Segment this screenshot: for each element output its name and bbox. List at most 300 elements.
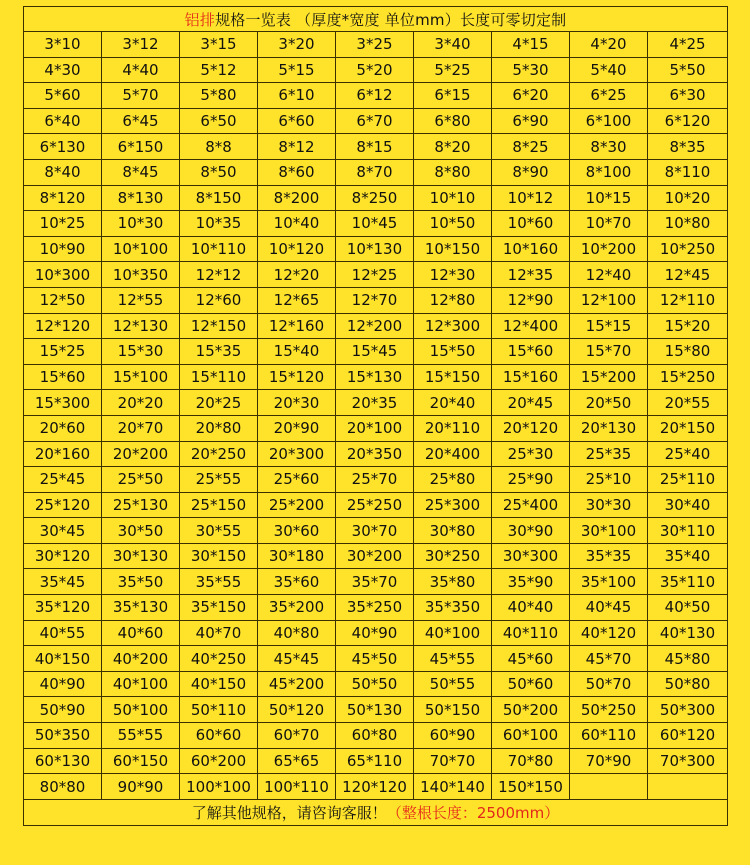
table-row bbox=[24, 83, 728, 109]
spec-cell: 45*55 bbox=[414, 646, 492, 672]
spec-cell: 20*45 bbox=[492, 390, 570, 416]
spec-cell: 6*70 bbox=[336, 108, 414, 134]
spec-cell: 50*350 bbox=[24, 723, 102, 749]
spec-cell: 10*120 bbox=[258, 236, 336, 262]
table-row bbox=[24, 543, 728, 569]
spec-cell: 30*180 bbox=[258, 543, 336, 569]
spec-cell: 12*100 bbox=[570, 287, 648, 313]
spec-cell: 3*40 bbox=[414, 32, 492, 58]
spec-cell: 65*110 bbox=[336, 748, 414, 774]
spec-cell: 100*110 bbox=[258, 774, 336, 800]
table-row bbox=[24, 518, 728, 544]
spec-cell: 20*50 bbox=[570, 390, 648, 416]
spec-cell: 8*250 bbox=[336, 185, 414, 211]
spec-cell: 25*10 bbox=[570, 467, 648, 493]
table-row bbox=[24, 159, 728, 185]
spec-cell: 25*120 bbox=[24, 492, 102, 518]
spec-cell: 12*90 bbox=[492, 287, 570, 313]
spec-cell: 5*70 bbox=[102, 83, 180, 109]
table-row bbox=[24, 313, 728, 339]
spec-cell: 25*110 bbox=[648, 467, 728, 493]
spec-cell: 10*25 bbox=[24, 211, 102, 237]
spec-cell: 8*40 bbox=[24, 159, 102, 185]
spec-cell: 5*15 bbox=[258, 57, 336, 83]
footer-note: （整根长度：2500mm） bbox=[386, 803, 560, 822]
spec-cell: 70*70 bbox=[414, 748, 492, 774]
spec-cell: 15*70 bbox=[570, 339, 648, 365]
spec-cell: 8*70 bbox=[336, 159, 414, 185]
spec-cell: 20*250 bbox=[180, 441, 258, 467]
table-row bbox=[24, 211, 728, 237]
spec-cell: 5*12 bbox=[180, 57, 258, 83]
spec-cell: 25*45 bbox=[24, 467, 102, 493]
spec-cell: 20*80 bbox=[180, 415, 258, 441]
spec-cell: 8*50 bbox=[180, 159, 258, 185]
spec-cell: 30*130 bbox=[102, 543, 180, 569]
spec-cell: 15*300 bbox=[24, 390, 102, 416]
spec-cell: 35*130 bbox=[102, 595, 180, 621]
spec-cell: 10*60 bbox=[492, 211, 570, 237]
spec-cell: 25*130 bbox=[102, 492, 180, 518]
spec-cell: 8*90 bbox=[492, 159, 570, 185]
spec-cell: 65*65 bbox=[258, 748, 336, 774]
spec-cell: 10*300 bbox=[24, 262, 102, 288]
spec-cell: 150*150 bbox=[492, 774, 570, 800]
table-row bbox=[24, 287, 728, 313]
table-row bbox=[24, 748, 728, 774]
spec-cell: 8*120 bbox=[24, 185, 102, 211]
spec-cell: 15*120 bbox=[258, 364, 336, 390]
spec-cell: 12*130 bbox=[102, 313, 180, 339]
spec-cell: 12*25 bbox=[336, 262, 414, 288]
spec-cell: 12*120 bbox=[24, 313, 102, 339]
spec-cell: 40*100 bbox=[102, 671, 180, 697]
spec-cell: 10*250 bbox=[648, 236, 728, 262]
spec-cell: 12*30 bbox=[414, 262, 492, 288]
spec-cell: 30*150 bbox=[180, 543, 258, 569]
spec-cell: 50*120 bbox=[258, 697, 336, 723]
spec-cell: 20*55 bbox=[648, 390, 728, 416]
spec-cell: 12*200 bbox=[336, 313, 414, 339]
table-row bbox=[24, 415, 728, 441]
spec-cell: 10*40 bbox=[258, 211, 336, 237]
spec-body bbox=[24, 32, 728, 800]
spec-cell: 3*12 bbox=[102, 32, 180, 58]
spec-cell: 6*150 bbox=[102, 134, 180, 160]
spec-cell: 12*80 bbox=[414, 287, 492, 313]
spec-cell: 6*100 bbox=[570, 108, 648, 134]
spec-cell: 8*8 bbox=[180, 134, 258, 160]
spec-cell: 10*10 bbox=[414, 185, 492, 211]
spec-cell: 50*100 bbox=[102, 697, 180, 723]
spec-cell: 20*400 bbox=[414, 441, 492, 467]
spec-cell: 25*90 bbox=[492, 467, 570, 493]
spec-cell: 12*12 bbox=[180, 262, 258, 288]
spec-cell: 35*150 bbox=[180, 595, 258, 621]
spec-cell: 35*70 bbox=[336, 569, 414, 595]
spec-cell: 35*200 bbox=[258, 595, 336, 621]
spec-cell: 15*20 bbox=[648, 313, 728, 339]
spec-cell: 12*400 bbox=[492, 313, 570, 339]
spec-cell: 8*150 bbox=[180, 185, 258, 211]
spec-cell: 15*160 bbox=[492, 364, 570, 390]
spec-cell: 10*150 bbox=[414, 236, 492, 262]
spec-cell: 140*140 bbox=[414, 774, 492, 800]
spec-cell: 15*110 bbox=[180, 364, 258, 390]
spec-cell: 50*60 bbox=[492, 671, 570, 697]
table-row bbox=[24, 262, 728, 288]
spec-cell: 12*60 bbox=[180, 287, 258, 313]
spec-cell: 8*12 bbox=[258, 134, 336, 160]
spec-cell: 15*60 bbox=[492, 339, 570, 365]
spec-cell: 60*120 bbox=[648, 723, 728, 749]
spec-cell: 30*250 bbox=[414, 543, 492, 569]
spec-cell: 40*200 bbox=[102, 646, 180, 672]
spec-cell: 8*200 bbox=[258, 185, 336, 211]
spec-cell: 4*30 bbox=[24, 57, 102, 83]
spec-cell: 4*40 bbox=[102, 57, 180, 83]
spec-cell: 10*20 bbox=[648, 185, 728, 211]
table-row bbox=[24, 390, 728, 416]
spec-cell: 20*40 bbox=[414, 390, 492, 416]
spec-cell: 40*70 bbox=[180, 620, 258, 646]
spec-cell: 35*120 bbox=[24, 595, 102, 621]
spec-cell: 6*50 bbox=[180, 108, 258, 134]
table-row bbox=[24, 774, 728, 800]
spec-cell: 12*35 bbox=[492, 262, 570, 288]
spec-cell: 6*25 bbox=[570, 83, 648, 109]
spec-cell: 25*300 bbox=[414, 492, 492, 518]
spec-cell: 30*120 bbox=[24, 543, 102, 569]
spec-cell: 5*80 bbox=[180, 83, 258, 109]
spec-cell: 30*50 bbox=[102, 518, 180, 544]
spec-cell: 20*100 bbox=[336, 415, 414, 441]
spec-cell: 25*250 bbox=[336, 492, 414, 518]
spec-cell: 40*250 bbox=[180, 646, 258, 672]
spec-cell: 15*60 bbox=[24, 364, 102, 390]
spec-cell: 10*30 bbox=[102, 211, 180, 237]
spec-cell: 35*350 bbox=[414, 595, 492, 621]
spec-cell: 8*80 bbox=[414, 159, 492, 185]
spec-cell: 50*130 bbox=[336, 697, 414, 723]
spec-cell: 50*50 bbox=[336, 671, 414, 697]
spec-cell: 35*250 bbox=[336, 595, 414, 621]
spec-cell: 4*15 bbox=[492, 32, 570, 58]
spec-cell: 40*40 bbox=[492, 595, 570, 621]
spec-cell: 35*50 bbox=[102, 569, 180, 595]
spec-cell: 40*110 bbox=[492, 620, 570, 646]
spec-cell: 8*60 bbox=[258, 159, 336, 185]
spec-cell: 6*60 bbox=[258, 108, 336, 134]
spec-cell: 20*25 bbox=[180, 390, 258, 416]
spec-cell: 20*35 bbox=[336, 390, 414, 416]
spec-cell: 25*70 bbox=[336, 467, 414, 493]
spec-cell: 10*35 bbox=[180, 211, 258, 237]
spec-cell: 50*55 bbox=[414, 671, 492, 697]
spec-cell: 15*35 bbox=[180, 339, 258, 365]
table-row bbox=[24, 339, 728, 365]
spec-cell: 20*150 bbox=[648, 415, 728, 441]
spec-cell: 12*20 bbox=[258, 262, 336, 288]
spec-cell: 45*200 bbox=[258, 671, 336, 697]
spec-cell: 8*110 bbox=[648, 159, 728, 185]
spec-cell: 25*200 bbox=[258, 492, 336, 518]
spec-cell: 20*200 bbox=[102, 441, 180, 467]
spec-cell: 15*200 bbox=[570, 364, 648, 390]
spec-cell: 10*70 bbox=[570, 211, 648, 237]
spec-cell: 35*100 bbox=[570, 569, 648, 595]
spec-cell: 25*40 bbox=[648, 441, 728, 467]
table-row bbox=[24, 620, 728, 646]
spec-cell: 30*70 bbox=[336, 518, 414, 544]
table-row bbox=[24, 671, 728, 697]
spec-cell: 10*50 bbox=[414, 211, 492, 237]
table-row bbox=[24, 236, 728, 262]
title-row bbox=[24, 7, 728, 32]
spec-cell: 40*45 bbox=[570, 595, 648, 621]
spec-cell: 6*45 bbox=[102, 108, 180, 134]
table-row bbox=[24, 723, 728, 749]
spec-cell: 40*50 bbox=[648, 595, 728, 621]
spec-cell: 30*60 bbox=[258, 518, 336, 544]
spec-cell: 15*80 bbox=[648, 339, 728, 365]
spec-cell: 40*120 bbox=[570, 620, 648, 646]
spec-cell: 4*25 bbox=[648, 32, 728, 58]
spec-cell: 70*80 bbox=[492, 748, 570, 774]
spec-cell: 30*110 bbox=[648, 518, 728, 544]
spec-cell: 15*150 bbox=[414, 364, 492, 390]
spec-cell: 15*25 bbox=[24, 339, 102, 365]
spec-cell: 45*50 bbox=[336, 646, 414, 672]
table-row bbox=[24, 646, 728, 672]
spec-cell: 20*130 bbox=[570, 415, 648, 441]
spec-cell: 6*20 bbox=[492, 83, 570, 109]
spec-cell: 60*150 bbox=[102, 748, 180, 774]
spec-cell: 6*120 bbox=[648, 108, 728, 134]
spec-cell: 40*90 bbox=[336, 620, 414, 646]
spec-cell: 25*50 bbox=[102, 467, 180, 493]
spec-cell: 30*300 bbox=[492, 543, 570, 569]
spec-cell: 100*100 bbox=[180, 774, 258, 800]
spec-cell: 12*70 bbox=[336, 287, 414, 313]
spec-cell: 20*90 bbox=[258, 415, 336, 441]
spec-cell: 30*80 bbox=[414, 518, 492, 544]
spec-cell: 35*35 bbox=[570, 543, 648, 569]
spec-cell: 30*200 bbox=[336, 543, 414, 569]
title-highlight: 铝排 bbox=[184, 10, 216, 29]
spec-cell: 20*30 bbox=[258, 390, 336, 416]
spec-sheet bbox=[23, 6, 727, 827]
spec-cell: 12*110 bbox=[648, 287, 728, 313]
spec-cell: 35*40 bbox=[648, 543, 728, 569]
spec-cell: 12*150 bbox=[180, 313, 258, 339]
spec-cell: 25*30 bbox=[492, 441, 570, 467]
spec-cell: 10*90 bbox=[24, 236, 102, 262]
spec-cell: 50*300 bbox=[648, 697, 728, 723]
table-footer bbox=[24, 799, 728, 825]
spec-cell: 3*20 bbox=[258, 32, 336, 58]
spec-cell: 10*100 bbox=[102, 236, 180, 262]
spec-cell: 20*350 bbox=[336, 441, 414, 467]
spec-cell: 70*300 bbox=[648, 748, 728, 774]
table-row bbox=[24, 108, 728, 134]
spec-cell: 10*130 bbox=[336, 236, 414, 262]
spec-cell: 35*55 bbox=[180, 569, 258, 595]
spec-cell: 25*80 bbox=[414, 467, 492, 493]
spec-cell: 3*15 bbox=[180, 32, 258, 58]
spec-cell: 80*80 bbox=[24, 774, 102, 800]
spec-cell: 25*150 bbox=[180, 492, 258, 518]
spec-cell: 25*400 bbox=[492, 492, 570, 518]
spec-cell: 25*55 bbox=[180, 467, 258, 493]
spec-cell: 50*90 bbox=[24, 697, 102, 723]
spec-cell: 15*40 bbox=[258, 339, 336, 365]
table-row bbox=[24, 441, 728, 467]
spec-cell: 60*80 bbox=[336, 723, 414, 749]
spec-cell: 60*110 bbox=[570, 723, 648, 749]
spec-cell: 60*200 bbox=[180, 748, 258, 774]
table-row bbox=[24, 492, 728, 518]
spec-cell: 15*250 bbox=[648, 364, 728, 390]
table-title bbox=[24, 7, 728, 32]
spec-cell: 6*80 bbox=[414, 108, 492, 134]
spec-cell: 120*120 bbox=[336, 774, 414, 800]
spec-cell: 15*130 bbox=[336, 364, 414, 390]
spec-cell: 15*15 bbox=[570, 313, 648, 339]
spec-cell: 20*300 bbox=[258, 441, 336, 467]
spec-cell: 50*70 bbox=[570, 671, 648, 697]
footer-main: 了解其他规格，请咨询客服！ bbox=[191, 803, 387, 822]
spec-cell: 50*250 bbox=[570, 697, 648, 723]
spec-cell: 3*10 bbox=[24, 32, 102, 58]
spec-cell: 30*30 bbox=[570, 492, 648, 518]
spec-cell: 10*350 bbox=[102, 262, 180, 288]
spec-cell bbox=[570, 774, 648, 800]
spec-cell: 30*90 bbox=[492, 518, 570, 544]
spec-cell: 12*50 bbox=[24, 287, 102, 313]
spec-cell: 55*55 bbox=[102, 723, 180, 749]
spec-cell: 3*25 bbox=[336, 32, 414, 58]
spec-cell: 60*60 bbox=[180, 723, 258, 749]
spec-cell: 40*55 bbox=[24, 620, 102, 646]
spec-cell: 8*45 bbox=[102, 159, 180, 185]
spec-cell bbox=[648, 774, 728, 800]
spec-cell: 4*20 bbox=[570, 32, 648, 58]
spec-cell: 20*60 bbox=[24, 415, 102, 441]
spec-cell: 20*110 bbox=[414, 415, 492, 441]
spec-cell: 50*200 bbox=[492, 697, 570, 723]
table-row bbox=[24, 57, 728, 83]
spec-table bbox=[23, 6, 728, 826]
spec-cell: 8*30 bbox=[570, 134, 648, 160]
spec-cell: 15*100 bbox=[102, 364, 180, 390]
spec-cell: 35*110 bbox=[648, 569, 728, 595]
spec-cell: 40*60 bbox=[102, 620, 180, 646]
table-row bbox=[24, 595, 728, 621]
spec-cell: 60*70 bbox=[258, 723, 336, 749]
spec-cell: 15*30 bbox=[102, 339, 180, 365]
spec-cell: 30*40 bbox=[648, 492, 728, 518]
spec-cell: 12*45 bbox=[648, 262, 728, 288]
spec-cell: 12*160 bbox=[258, 313, 336, 339]
spec-cell: 35*90 bbox=[492, 569, 570, 595]
spec-cell: 5*40 bbox=[570, 57, 648, 83]
spec-cell: 15*45 bbox=[336, 339, 414, 365]
spec-cell: 8*100 bbox=[570, 159, 648, 185]
footer-row bbox=[24, 799, 728, 825]
spec-cell: 6*10 bbox=[258, 83, 336, 109]
spec-cell: 20*160 bbox=[24, 441, 102, 467]
spec-cell: 6*15 bbox=[414, 83, 492, 109]
title-text: 规格一览表 （厚度*宽度 单位mm）长度可零切定制 bbox=[215, 10, 567, 29]
spec-cell: 25*35 bbox=[570, 441, 648, 467]
spec-cell: 50*150 bbox=[414, 697, 492, 723]
spec-cell: 60*100 bbox=[492, 723, 570, 749]
spec-cell: 15*50 bbox=[414, 339, 492, 365]
spec-cell: 35*80 bbox=[414, 569, 492, 595]
spec-cell: 20*70 bbox=[102, 415, 180, 441]
table-row bbox=[24, 569, 728, 595]
spec-cell: 30*55 bbox=[180, 518, 258, 544]
spec-cell: 10*45 bbox=[336, 211, 414, 237]
spec-cell: 30*45 bbox=[24, 518, 102, 544]
spec-cell: 50*80 bbox=[648, 671, 728, 697]
table-row bbox=[24, 185, 728, 211]
spec-cell: 12*40 bbox=[570, 262, 648, 288]
spec-cell: 35*45 bbox=[24, 569, 102, 595]
table-row bbox=[24, 697, 728, 723]
spec-cell: 10*80 bbox=[648, 211, 728, 237]
spec-cell: 6*12 bbox=[336, 83, 414, 109]
spec-cell: 5*20 bbox=[336, 57, 414, 83]
spec-cell: 8*20 bbox=[414, 134, 492, 160]
spec-cell: 40*130 bbox=[648, 620, 728, 646]
spec-cell: 40*80 bbox=[258, 620, 336, 646]
spec-cell: 20*120 bbox=[492, 415, 570, 441]
spec-cell: 30*100 bbox=[570, 518, 648, 544]
spec-cell: 5*50 bbox=[648, 57, 728, 83]
spec-cell: 8*25 bbox=[492, 134, 570, 160]
spec-cell: 60*90 bbox=[414, 723, 492, 749]
spec-cell: 8*35 bbox=[648, 134, 728, 160]
spec-cell: 5*60 bbox=[24, 83, 102, 109]
spec-cell: 8*15 bbox=[336, 134, 414, 160]
spec-cell: 50*110 bbox=[180, 697, 258, 723]
spec-cell: 10*110 bbox=[180, 236, 258, 262]
spec-cell: 45*80 bbox=[648, 646, 728, 672]
table-row bbox=[24, 134, 728, 160]
spec-cell: 10*160 bbox=[492, 236, 570, 262]
spec-cell: 5*25 bbox=[414, 57, 492, 83]
spec-cell: 6*90 bbox=[492, 108, 570, 134]
table-row bbox=[24, 32, 728, 58]
table-row bbox=[24, 467, 728, 493]
spec-cell: 10*200 bbox=[570, 236, 648, 262]
spec-cell: 6*130 bbox=[24, 134, 102, 160]
spec-cell: 45*60 bbox=[492, 646, 570, 672]
spec-cell: 12*300 bbox=[414, 313, 492, 339]
spec-cell: 12*55 bbox=[102, 287, 180, 313]
spec-cell: 12*65 bbox=[258, 287, 336, 313]
spec-cell: 10*15 bbox=[570, 185, 648, 211]
spec-cell: 40*150 bbox=[24, 646, 102, 672]
spec-cell: 60*130 bbox=[24, 748, 102, 774]
spec-cell: 25*60 bbox=[258, 467, 336, 493]
spec-cell: 5*30 bbox=[492, 57, 570, 83]
spec-cell: 35*60 bbox=[258, 569, 336, 595]
spec-cell: 45*45 bbox=[258, 646, 336, 672]
table-row bbox=[24, 364, 728, 390]
